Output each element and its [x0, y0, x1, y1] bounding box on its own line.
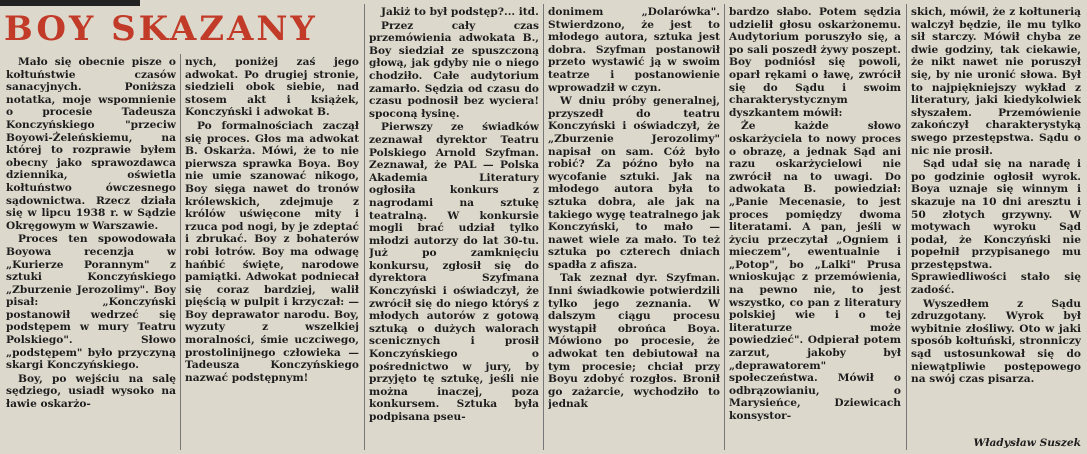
paragraph: Że każde słowo oskarżyciela to nowy proces o obrazę, a jednak Sąd ani razu oskarżycielowi nie zwrócił na to uwagi. Do adwokata B. powiedział: „Panie Mecenasie, to jest proces pomiędzy dwoma literatami. A pan, jeśli w życiu przeczytał „Ogniem i mieczem", ewentualnie i „Potop", bo „Lalki" Prusa wnioskując z przemówienia, na pewno nie, to jest wszystko, co pan z literatury polskiej wie i o tej literaturze może powiedzieć". Odpierał potem zarzut, jakoby był „deprawatorem" społeczeństwa. Mówił o odbrązowianiu, o Marysieńce, Dziewicach konsystor-	[729, 120, 901, 422]
article-column-4	[548, 6, 720, 450]
paragraph: bardzo słabo. Potem sędzia udzielił głosu oskarżonemu. Audytorium poruszyło się, a po sali poszedł żywy poszept. Boy podniósł się powoli, oparł rękami o ławę, zwrócił się do Sądu i swoim charakterystycznym dyszkantem mówił:	[729, 6, 901, 119]
paragraph: Wyszedłem z Sądu zdruzgotany. Wyrok był wybitnie złośliwy. Oto w jaki sposób kołtuński, stronniczy sąd ustosunkował się do niewątpliwie postępowego na swój czas pisarza.	[911, 297, 1081, 386]
paragraph: W dniu próby generalnej, przyszedł do teatru Konczyński i oświadczył, że „Zburzenie Jerozolimy" napisał on sam. Cóż było robić? Za późno było na wycofanie sztuki. Jak na młodego autora była to sztuka dobra, ale jak na takiego wygę teatralnego jak Konczyński, to mało — nawet wiele za mało. To też sztuka po czterech dniach spadła z afisza.	[548, 95, 720, 271]
paragraph: Jakiż to był podstęp?... itd.	[381, 6, 539, 18]
article-column-3	[369, 6, 539, 450]
column-rule	[906, 4, 907, 450]
paragraph: skich, mówił, że z kołtunerią walczył będzie, ile mu tylko sił starczy. Mówił chyba ze dwie godziny, tak ciekawie, że nikt nawet nie poruszył się, by nie uronić słowa. Był to najpiękniejszy wykład z literatury, jaki kiedykolwiek słyszałem. Przemówienie zakończył charakterystyką swego przestępstwa. Sądu o nic nie prosił.	[911, 6, 1081, 157]
article-column-1	[6, 56, 176, 450]
paragraph: Po formalnościach zaczął się proces. Głos ma adwokat B. Oskarża. Mówi, że to nie pierwsza sprawka Boya. Boy nie umie szanować nikogo, Boy sięga nawet do tronów królewskich, zdejmuje z królów uświęcone mity i rzuca pod nogi, by je zdeptać i zbrukać. Boy z bohaterów robi łotrów. Boy ma odwagę hańbić święte, narodowe pamiątki. Adwokat podniecał się coraz bardziej, walił pięścią w pulpit i krzyczał: — Boy deprawator narodu. Boy, wyzuty z wszelkiej moralności, śmie uczciwego, prostolinijnego człowieka — Tadeusza Konczyńskiego nazwać podstępnym!	[185, 119, 359, 384]
paragraph: Proces ten spowodowała Boyowa recenzja w „Kurierze Porannym" z sztuki Konczyńskiego „Zburzenie Jerozolimy". Boy pisał: „Konczyński postanowił wedrzeć się podstępem w mury Teatru Polskiego". Słowo „podstępem" było przyczyną skargi Konczyńskiego.	[6, 233, 176, 372]
paragraph: Sąd udał się na naradę i po godzinie ogłosił wyrok. Boya uznaje się winnym i skazuje na 10 dni aresztu i 50 złotych grzywny. W motywach wyroku Sąd podał, że Konczyński nie popełnił przypisanego mu przestępstwa. Sprawiedliwości stało się zadość.	[911, 158, 1081, 297]
paragraph: Tak zeznał dyr. Szyfman. Inni świadkowie potwierdzili tylko jego zeznania. W dalszym ciągu procesu wystąpił obrońca Boya. Mówiono po procesie, że adwokat ten debiutował na tym procesie; chciał przy Boyu zdobyć rozgłos. Bronił go zażarcie, wychodziło to jednak	[548, 272, 720, 411]
article-headline: BOY SKAZANY	[4, 9, 318, 49]
author-signature: Władysław Suszek	[973, 437, 1081, 450]
column-rule	[180, 54, 181, 450]
paragraph: Przez cały czas przemówienia adwokata B., Boy siedział ze spuszczoną głową, jak gdyby nie o niego chodziło. Całe audytorium zamarło. Sędzia od czasu do czasu podnosił bez wyciera! spoconą łysinę.	[369, 19, 539, 120]
paragraph: donimem „Dolarówka". Stwierdzono, że jest to młodego autora, sztuka jest dobra. Szyfman postanowił przeto wystawić ją w swoim teatrze i postanowienie wprowadził w czyn.	[548, 6, 720, 94]
paragraph: Pierwszy ze świadków zeznawał dyrektor Teatru Polskiego Arnold Szyfman. Zeznawał, że PAL — Polska Akademia Literatury ogłosiła konkurs z nagrodami na sztukę teatralną. W konkursie mogli brać udział tylko młodzi autorzy do lat 30-tu. Już po zamknięciu konkursu, zgłosił się do dyrektora Szyfmana Konczyński i oświadczył, że zwrócił się do niego któryś z młodych autorów z gotową sztuką o dużych walorach scenicznych i prosił Konczyńskiego o pośrednictwo w jury, by przyjęto tę sztukę, jeśli nie można inaczej, poza konkursem. Sztuka była podpisana pseu-	[369, 121, 539, 423]
column-rule	[364, 4, 365, 450]
column-rule	[543, 4, 544, 450]
paragraph: Boy, po wejściu na salę sędziego, usiadł wysoko na ławie oskarżo-	[6, 372, 176, 411]
paragraph: Mało się obecnie pisze o kołtuństwie czasów sanacyjnych. Poniższa notatka, moje wspomnienie o procesie Tadeusza Konczyńskiego "przeciw Boyowi-Żeleńskiemu, na której to rozprawie byłem obecny jako sprawozdawca dziennika, oświetla kołtuństwo ówczesnego sądownictwa. Rzecz działa się w lipcu 1938 r. w Sądzie Okręgowym w Warszawie.	[6, 56, 176, 232]
article-column-6	[911, 6, 1081, 450]
article-column-5	[729, 6, 901, 450]
article-column-2	[185, 56, 359, 450]
header-bar	[0, 0, 140, 6]
paragraph: nych, poniżej zaś jego adwokat. Po drugiej stronie, siedzieli obok siebie, nad stosem akt i książek, Konczyński i adwokat B.	[185, 56, 359, 119]
column-rule	[724, 4, 725, 450]
